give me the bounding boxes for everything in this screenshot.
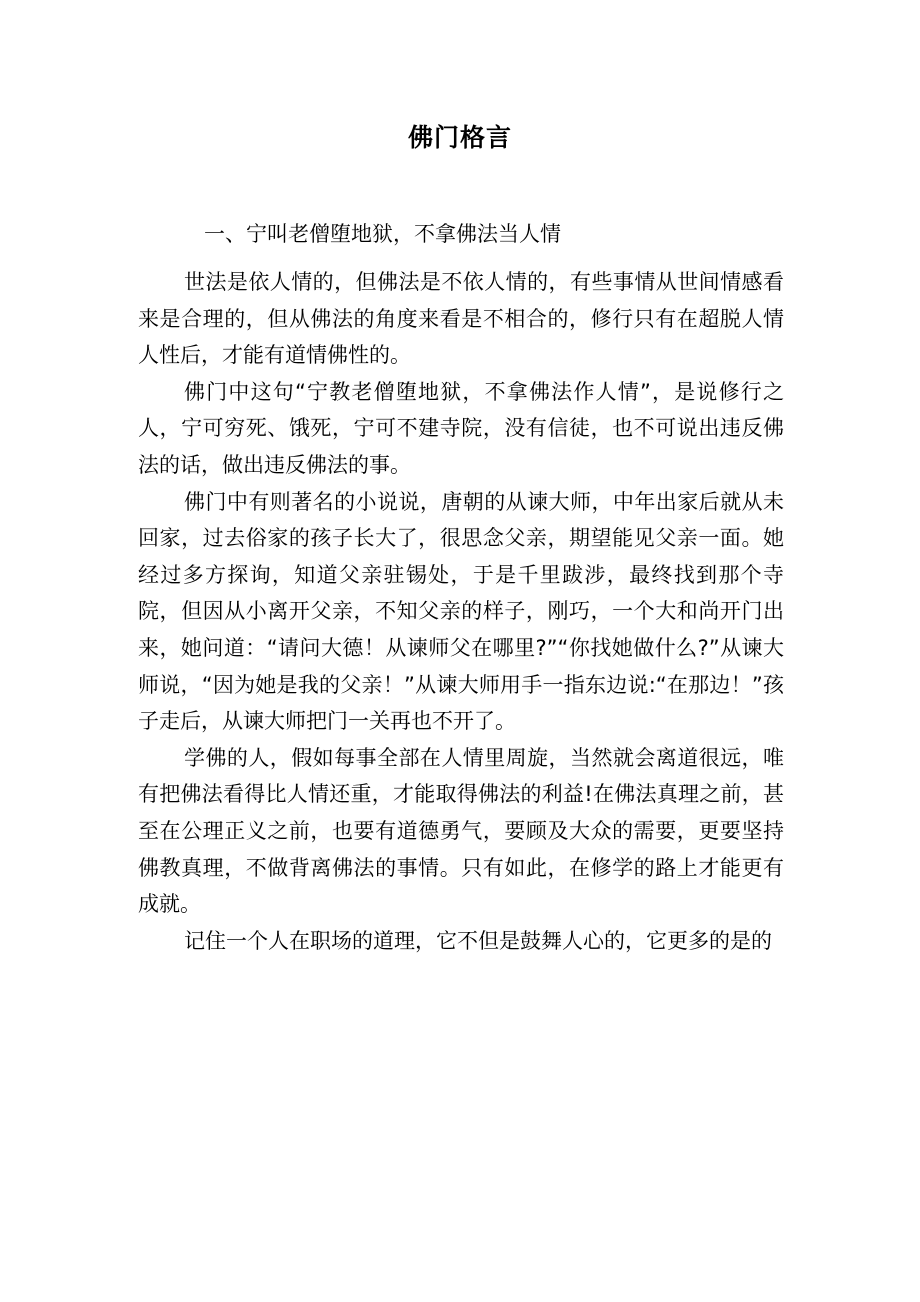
- paragraph: 佛门中有则著名的小说说，唐朝的从谏大师，中年出家后就从未回家，过去俗家的孩子长大了，很思念父亲，期望能见父亲一面。她经过多方探询，知道父亲驻锡处，于是千里跋涉，最终找到那个寺院，但因从小离开父亲，不知父亲的样子，刚巧，一个大和尚开门出来，她问道：“请问大德！从谏师父在哪里?”“你找她做什么?”从谏大师说，“因为她是我的父亲！”从谏大师用手一指东边说:“在那边！”孩子走后，从谏大师把门一关再也不开了。: [138, 489, 784, 734]
- page-title: 佛门格言: [407, 123, 512, 152]
- paragraph: 学佛的人，假如每事全部在人情里周旋，当然就会离道很远，唯有把佛法看得比人情还重，才能取得佛法的利益!在佛法真理之前，甚至在公理正义之前，也要有道德勇气，要顾及大众的需要，更要坚持佛教真理，不做背离佛法的事情。只有如此，在修学的路上才能更有成就。: [138, 745, 784, 917]
- section-heading: 一、宁叫老僧堕地狱，不拿佛法当人情: [204, 222, 561, 246]
- paragraph: 佛门中这句“宁教老僧堕地狱，不拿佛法作人情”，是说修行之人，宁可穷死、饿死，宁可不建寺院，没有信徒，也不可说出违反佛法的话，做出违反佛法的事。: [138, 379, 784, 477]
- paragraph: 世法是依人情的，但佛法是不依人情的，有些事情从世间情感看来是合理的，但从佛法的角度来看是不相合的，修行只有在超脱人情人性后，才能有道情佛性的。: [138, 270, 784, 368]
- body-text: [138, 264, 784, 959]
- paragraph: 记住一个人在职场的道理，它不但是鼓舞人心的，它更多的是的: [184, 928, 772, 953]
